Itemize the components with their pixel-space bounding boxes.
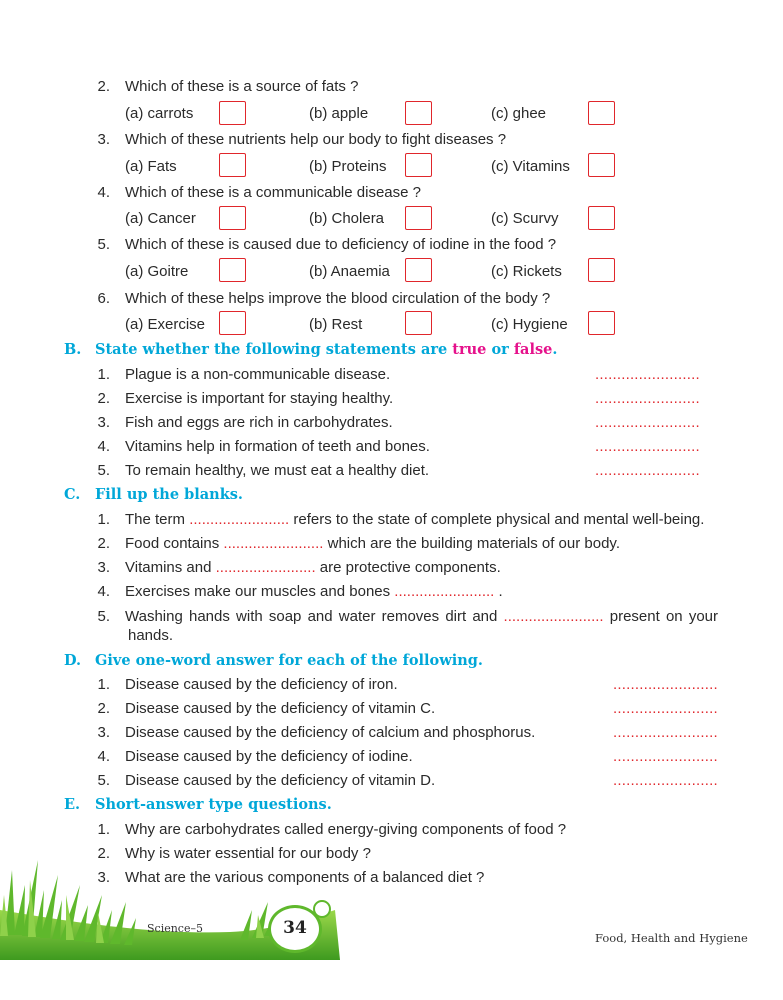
- item-number: 2.: [97, 535, 110, 552]
- item-number: 4.: [97, 748, 110, 765]
- option-b-label: (b) Rest: [309, 316, 363, 333]
- question-text: Which of these is a communicable disease ?: [125, 184, 421, 201]
- answer-blank[interactable]: ........................: [189, 511, 290, 528]
- question-text: Which of these nutrients help our body to fight diseases ?: [125, 131, 507, 148]
- question-text: Disease caused by the deficiency of vitamin D.: [125, 772, 436, 789]
- answer-blank[interactable]: ........................: [394, 583, 495, 600]
- option-b-label: (b) Anaemia: [309, 263, 390, 280]
- badge-bubble: [313, 900, 331, 918]
- statement-text: Fish and eggs are rich in carbohydrates.: [125, 414, 393, 431]
- option-a-label: (a) carrots: [125, 105, 194, 122]
- question-number: 2.: [97, 78, 110, 95]
- answer-blank[interactable]: ........................: [613, 724, 718, 741]
- option-a-checkbox[interactable]: [219, 206, 246, 230]
- option-c-label: (c) ghee: [491, 105, 547, 122]
- answer-blank[interactable]: ........................: [595, 414, 700, 431]
- option-b-checkbox[interactable]: [405, 258, 432, 282]
- false-word: false: [513, 341, 553, 358]
- blank-sentence: Food contains ........................ which are the building materials of our body.: [125, 535, 620, 552]
- statement-text: To remain healthy, we must eat a healthy diet.: [125, 462, 430, 479]
- question-text: What are the various components of a balanced diet ?: [125, 869, 485, 886]
- question-text: Disease caused by the deficiency of calcium and phosphorus.: [125, 724, 536, 741]
- option-c-checkbox[interactable]: [588, 258, 615, 282]
- section-title: State whether the following statements are true or false.: [95, 341, 558, 358]
- question-text: Which of these is a source of fats ?: [125, 78, 359, 95]
- option-a-checkbox[interactable]: [219, 258, 246, 282]
- question-text: Disease caused by the deficiency of iron.: [125, 676, 398, 693]
- answer-blank[interactable]: ........................: [503, 608, 604, 625]
- item-number: 3.: [97, 559, 110, 576]
- item-number: 1.: [97, 676, 110, 693]
- option-a-label: (a) Cancer: [125, 210, 196, 227]
- statement-text: Vitamins help in formation of teeth and bones.: [125, 438, 430, 455]
- blank-sentence: Exercises make our muscles and bones ........................ .: [125, 583, 503, 600]
- answer-blank[interactable]: ........................: [613, 772, 718, 789]
- option-b-checkbox[interactable]: [405, 153, 432, 177]
- section-title: Fill up the blanks.: [95, 486, 243, 503]
- option-c-checkbox[interactable]: [588, 101, 615, 125]
- book-title: Science–5: [147, 922, 203, 935]
- item-number: 2.: [97, 700, 110, 717]
- section-letter: E.: [64, 796, 81, 813]
- blank-sentence-continued: hands.: [128, 627, 174, 644]
- section-letter: B.: [64, 341, 82, 358]
- question-number: 3.: [97, 131, 110, 148]
- question-text: Why are carbohydrates called energy-giving components of food ?: [125, 821, 567, 838]
- answer-blank[interactable]: ........................: [595, 366, 700, 383]
- option-a-label: (a) Goitre: [125, 263, 189, 280]
- answer-blank[interactable]: ........................: [215, 559, 316, 576]
- option-b-checkbox[interactable]: [405, 101, 432, 125]
- option-a-label: (a) Fats: [125, 158, 177, 175]
- question-text: Which of these is caused due to deficiency of iodine in the food ?: [125, 236, 557, 253]
- option-c-label: (c) Vitamins: [491, 158, 570, 175]
- item-number: 2.: [97, 390, 110, 407]
- item-number: 4.: [97, 583, 110, 600]
- item-number: 3.: [97, 724, 110, 741]
- item-number: 2.: [97, 845, 110, 862]
- item-number: 1.: [97, 511, 110, 528]
- option-a-checkbox[interactable]: [219, 153, 246, 177]
- section-letter: D.: [64, 652, 82, 669]
- section-letter: C.: [64, 486, 81, 503]
- blank-sentence: Vitamins and ........................ are protective components.: [125, 559, 501, 576]
- question-number: 4.: [97, 184, 110, 201]
- question-number: 5.: [97, 236, 110, 253]
- option-a-checkbox[interactable]: [219, 101, 246, 125]
- true-word: true: [452, 341, 487, 358]
- answer-blank[interactable]: ........................: [595, 390, 700, 407]
- item-number: 5.: [97, 772, 110, 789]
- option-b-label: (b) apple: [309, 105, 369, 122]
- answer-blank[interactable]: ........................: [595, 462, 700, 479]
- blank-sentence: The term ........................ refers to the state of complete physical and mental well-being.: [125, 511, 705, 528]
- option-b-label: (b) Proteins: [309, 158, 387, 175]
- answer-blank[interactable]: ........................: [595, 438, 700, 455]
- section-title: Short-answer type questions.: [95, 796, 332, 813]
- answer-blank[interactable]: ........................: [223, 535, 324, 552]
- option-b-label: (b) Cholera: [309, 210, 385, 227]
- option-c-checkbox[interactable]: [588, 206, 615, 230]
- item-number: 5.: [97, 608, 110, 625]
- option-c-label: (c) Rickets: [491, 263, 562, 280]
- option-b-checkbox[interactable]: [405, 206, 432, 230]
- question-text: Disease caused by the deficiency of iodine.: [125, 748, 413, 765]
- question-text: Why is water essential for our body ?: [125, 845, 371, 862]
- answer-blank[interactable]: ........................: [613, 748, 718, 765]
- item-number: 4.: [97, 438, 110, 455]
- question-number: 6.: [97, 290, 110, 307]
- option-c-checkbox[interactable]: [588, 153, 615, 177]
- item-number: 5.: [97, 462, 110, 479]
- option-c-label: (c) Hygiene: [491, 316, 568, 333]
- chapter-title: Food, Health and Hygiene: [595, 931, 748, 945]
- option-a-checkbox[interactable]: [219, 311, 246, 335]
- question-text: Disease caused by the deficiency of vitamin C.: [125, 700, 436, 717]
- answer-blank[interactable]: ........................: [613, 676, 718, 693]
- statement-text: Exercise is important for staying healthy.: [125, 390, 394, 407]
- item-number: 3.: [97, 869, 110, 886]
- blank-sentence: Washing hands with soap and water removes dirt and ........................ present on your: [125, 608, 718, 625]
- page-number: 34: [283, 918, 307, 938]
- item-number: 1.: [97, 821, 110, 838]
- answer-blank[interactable]: ........................: [613, 700, 718, 717]
- item-number: 1.: [97, 366, 110, 383]
- option-b-checkbox[interactable]: [405, 311, 432, 335]
- option-c-checkbox[interactable]: [588, 311, 615, 335]
- option-c-label: (c) Scurvy: [491, 210, 559, 227]
- section-title: Give one-word answer for each of the following.: [95, 652, 483, 669]
- option-a-label: (a) Exercise: [125, 316, 206, 333]
- question-text: Which of these helps improve the blood circulation of the body ?: [125, 290, 551, 307]
- item-number: 3.: [97, 414, 110, 431]
- statement-text: Plague is a non-communicable disease.: [125, 366, 391, 383]
